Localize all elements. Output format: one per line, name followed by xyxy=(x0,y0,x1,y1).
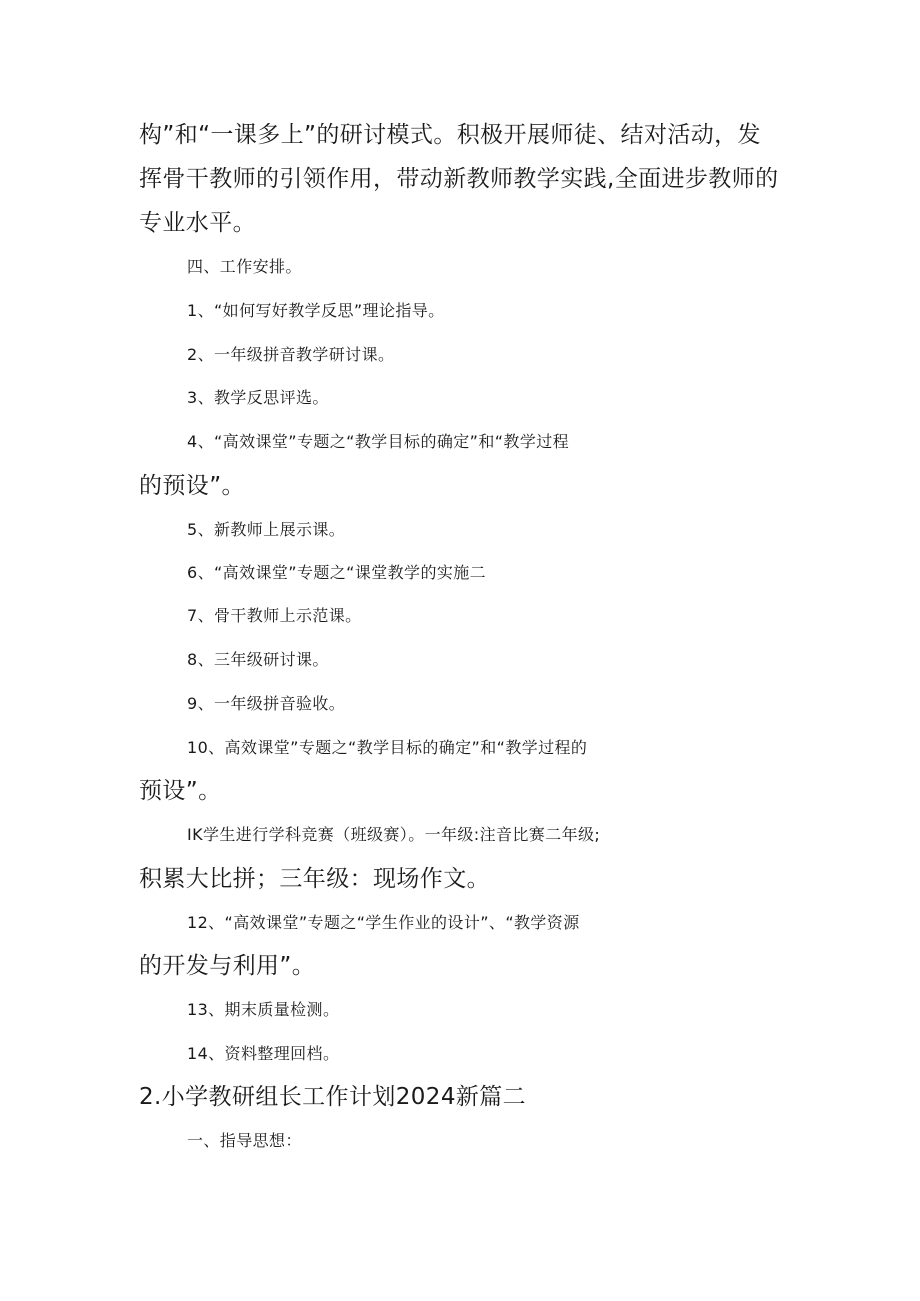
list-item: 7、骨干教师上示范课。 xyxy=(187,606,362,625)
list-item-continuation: 的预设”。 xyxy=(139,473,245,499)
list-item: 1、“如何写好教学反思”理论指导。 xyxy=(187,301,445,320)
list-item: 3、教学反思评选。 xyxy=(187,388,329,407)
list-item: IK学生进行学科竞赛（班级赛）。一年级:注音比赛二年级; xyxy=(187,825,601,844)
list-item: 10、高效课堂”专题之“教学目标的确定”和“教学过程的 xyxy=(187,738,588,757)
list-item-continuation: 积累大比拼；三年级：现场作文。 xyxy=(139,866,490,892)
list-item: 12、“高效课堂”专题之“学生作业的设计”、“教学资源 xyxy=(187,913,580,932)
list-item: 8、三年级研讨课。 xyxy=(187,650,329,669)
list-item: 13、期末质量检测。 xyxy=(187,1000,340,1019)
section-heading: 一、指导思想： xyxy=(187,1131,302,1150)
paragraph-line: 构”和“一课多上”的研讨模式。积极开展师徒、结对活动，发 xyxy=(139,122,761,148)
list-item: 6、“高效课堂”专题之“课堂教学的实施二 xyxy=(187,563,487,582)
list-item: 5、新教师上展示课。 xyxy=(187,520,346,539)
article-heading: 2.小学教研组长工作计划2024新篇二 xyxy=(139,1084,527,1110)
paragraph-line: 专业水平。 xyxy=(139,210,256,236)
list-item: 14、资料整理回档。 xyxy=(187,1044,340,1063)
list-item-continuation: 的开发与利用”。 xyxy=(139,953,316,979)
list-item: 2、一年级拼音教学研讨课。 xyxy=(187,345,395,364)
paragraph-line: 挥骨干教师的引领作用，带动新教师教学实践,全面进步教师的 xyxy=(139,166,779,192)
section-heading: 四、工作安排。 xyxy=(187,257,302,276)
list-item-continuation: 预设”。 xyxy=(139,778,222,804)
list-item: 4、“高效课堂”专题之“教学目标的确定”和“教学过程 xyxy=(187,432,570,451)
list-item: 9、一年级拼音验收。 xyxy=(187,694,346,713)
